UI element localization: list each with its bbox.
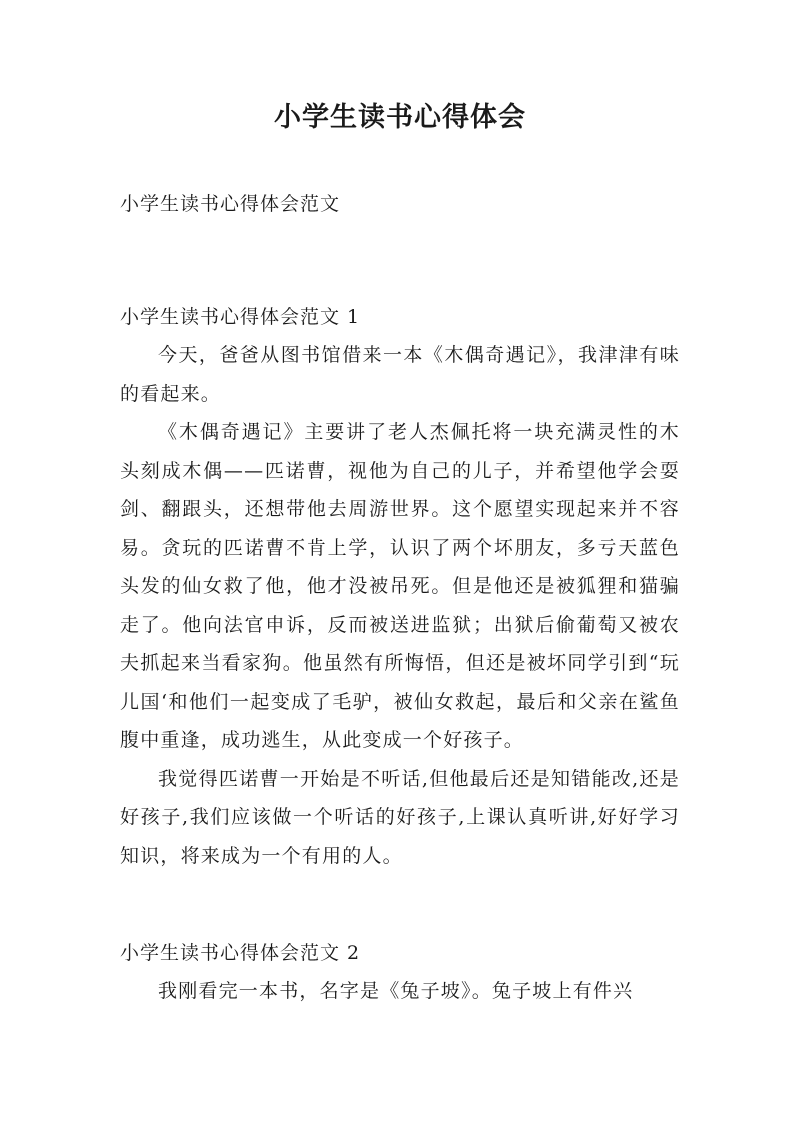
- section-heading: 小学生读书心得体会范文 1: [120, 306, 361, 328]
- section-heading: 小学生读书心得体会范文 2: [120, 942, 361, 964]
- essay-section-1: [120, 301, 680, 875]
- paragraph: 我觉得匹诺曹一开始是不听话,但他最后还是知错能改,还是好孩子,我们应该做一个听话的好孩子,上课认真听讲,好好学习知识，将来成为一个有用的人。: [120, 767, 680, 867]
- paragraph: 今天，爸爸从图书馆借来一本《木偶奇遇记》，我津津有味的看起来。: [120, 344, 680, 405]
- document-title: 小学生读书心得体会: [274, 102, 526, 133]
- paragraph: 《木偶奇遇记》主要讲了老人杰佩托将一块充满灵性的木头刻成木偶——匹诺曹，视他为自己的儿子，并希望他学会耍剑、翻跟头，还想带他去周游世界。这个愿望实现起来并不容易。贪玩的匹诺曹不肯上学，认识了两个坏朋友，多亏天蓝色头发的仙女救了他，他才没被吊死。但是他还是被狐狸和猫骗走了。他向法官申诉，反而被送进监狱；出狱后偷葡萄又被农夫抓起来当看家狗。他虽然有所悔悟，但还是被坏同学引到“玩儿国‘和他们一起变成了毛驴，被仙女救起，最后和父亲在鲨鱼腹中重逢，成功逃生，从此变成一个好孩子。: [120, 421, 680, 751]
- essay-section-2: [120, 937, 680, 1011]
- paragraph: 我刚看完一本书，名字是《兔子坡》。兔子坡上有件兴: [158, 980, 634, 1002]
- document-subtitle: 小学生读书心得体会范文: [120, 193, 341, 215]
